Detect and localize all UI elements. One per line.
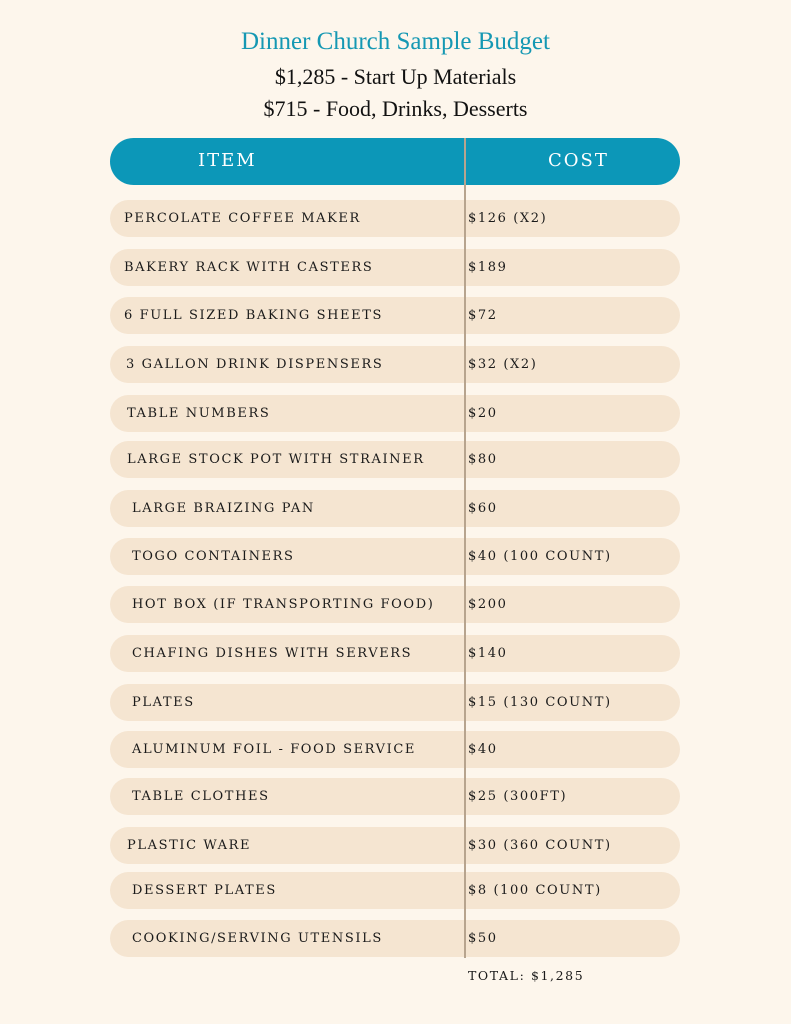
- table-row: [110, 297, 680, 334]
- row-cost: $80: [468, 452, 498, 467]
- table-row: [110, 872, 680, 909]
- row-item: 3 GALLON DRINK DISPENSERS: [126, 357, 384, 372]
- table-row: [110, 731, 680, 768]
- row-item: HOT BOX (IF TRANSPORTING FOOD): [132, 597, 435, 612]
- row-item: TABLE NUMBERS: [127, 406, 271, 421]
- row-item: LARGE STOCK POT WITH STRAINER: [127, 452, 425, 467]
- row-item: ALUMINUM FOIL - FOOD SERVICE: [132, 742, 416, 757]
- row-item: PERCOLATE COFFEE MAKER: [124, 211, 361, 226]
- row-cost: $40: [468, 742, 498, 757]
- row-cost: $8 (100 COUNT): [468, 883, 602, 898]
- row-cost: $72: [468, 308, 498, 323]
- table-row: [110, 538, 680, 575]
- row-cost: $15 (130 COUNT): [468, 695, 612, 710]
- subtitle-food: $715 - Food, Drinks, Desserts: [263, 96, 528, 121]
- row-cost: $189: [468, 260, 508, 275]
- table-row: [110, 635, 680, 672]
- table-row: [110, 441, 680, 478]
- row-item: PLASTIC WARE: [127, 838, 252, 853]
- column-divider: [464, 138, 466, 958]
- row-item: COOKING/SERVING UTENSILS: [132, 931, 383, 946]
- table-row: [110, 827, 680, 864]
- table-row: [110, 920, 680, 957]
- table-row: [110, 778, 680, 815]
- page-title: Dinner Church Sample Budget: [241, 28, 550, 55]
- row-cost: $200: [468, 597, 508, 612]
- table-row: [110, 586, 680, 623]
- row-cost: $126 (X2): [468, 211, 548, 226]
- table-row: [110, 395, 680, 432]
- row-cost: $50: [468, 931, 498, 946]
- table-row: [110, 346, 680, 383]
- row-cost: $30 (360 COUNT): [468, 838, 612, 853]
- row-cost: $32 (X2): [468, 357, 538, 372]
- subtitle-startup: $1,285 - Start Up Materials: [274, 64, 517, 89]
- row-item: 6 FULL SIZED BAKING SHEETS: [124, 308, 383, 323]
- row-item: PLATES: [132, 695, 195, 710]
- header-item-label: ITEM: [198, 150, 257, 171]
- table-header: [110, 138, 680, 185]
- row-item: LARGE BRAIZING PAN: [132, 501, 315, 516]
- row-cost: $40 (100 COUNT): [468, 549, 612, 564]
- row-item: DESSERT PLATES: [132, 883, 277, 898]
- row-cost: $25 (300FT): [468, 789, 568, 804]
- row-cost: $60: [468, 501, 498, 516]
- row-cost: $140: [468, 646, 508, 661]
- row-item: TABLE CLOTHES: [132, 789, 270, 804]
- table-row: [110, 249, 680, 286]
- header-cost-label: COST: [548, 150, 609, 171]
- table-row: [110, 684, 680, 721]
- table-row: [110, 200, 680, 237]
- row-cost: $20: [468, 406, 498, 421]
- total-label: TOTAL: $1,285: [468, 968, 585, 983]
- row-item: CHAFING DISHES WITH SERVERS: [132, 646, 413, 661]
- row-item: BAKERY RACK WITH CASTERS: [124, 260, 374, 275]
- row-item: TOGO CONTAINERS: [132, 549, 295, 564]
- table-row: [110, 490, 680, 527]
